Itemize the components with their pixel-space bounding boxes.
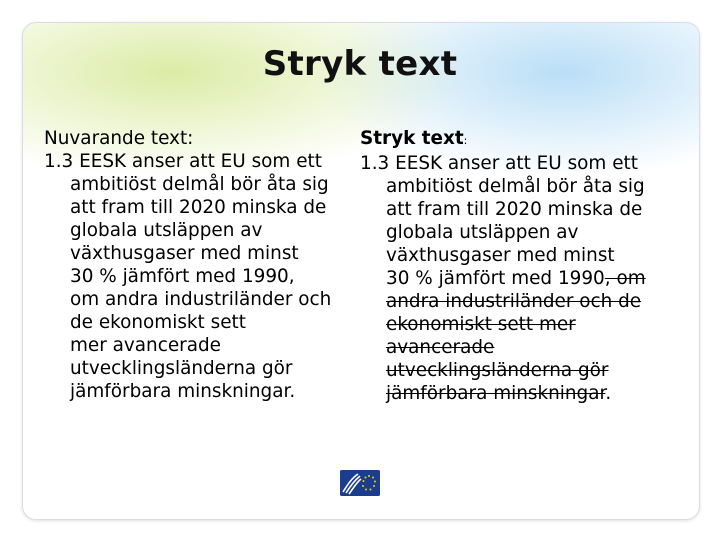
current-text-line: att fram till 2020 minska de — [70, 197, 327, 218]
current-text-line: utvecklingsländerna gör — [70, 358, 293, 379]
amended-heading-colon: : — [463, 134, 468, 147]
amended-text-line — [360, 290, 670, 313]
amended-text-line — [360, 313, 670, 336]
current-text-line: 30 % jämfört med 1990, — [70, 266, 295, 287]
amended-text-column — [360, 127, 670, 405]
amended-text-line — [360, 359, 670, 382]
amended-text-line: globala utsläppen av — [386, 222, 579, 243]
struck-text: utvecklingsländerna gör — [386, 360, 609, 381]
current-text-line: mer avancerade — [70, 335, 221, 356]
current-text-line: globala utsläppen av — [70, 220, 263, 241]
struck-text: , om — [604, 268, 646, 289]
current-text-line: jämförbara minskningar. — [70, 381, 296, 402]
amended-text-line: 1.3 EESK anser att EU som ett — [360, 153, 638, 174]
amended-text-line — [360, 382, 670, 405]
struck-text: jämförbara minskningar — [386, 383, 606, 404]
current-text-heading: Nuvarande text: — [44, 128, 194, 149]
current-text-line: växthusgaser med minst — [70, 243, 299, 264]
current-text-column — [44, 127, 354, 403]
slide-title: Stryk text — [262, 44, 458, 84]
amended-text-line — [360, 267, 670, 290]
kept-text: 30 % jämfört med 1990 — [386, 268, 605, 289]
amended-heading-main: Stryk text — [360, 128, 464, 149]
eesc-logo-icon — [340, 470, 380, 496]
current-text-line: om andra industriländer och — [70, 289, 332, 310]
amended-text-line — [360, 336, 670, 359]
amended-text-line: växthusgaser med minst — [386, 245, 615, 266]
current-text-line: ambitiöst delmål bör åta sig — [70, 174, 329, 195]
struck-text: ekonomiskt sett mer — [386, 314, 576, 335]
current-text-line: 1.3 EESK anser att EU som ett — [44, 151, 322, 172]
amended-text-line: att fram till 2020 minska de — [386, 199, 643, 220]
struck-text: avancerade — [386, 337, 495, 358]
amended-text-line: ambitiöst delmål bör åta sig — [386, 176, 645, 197]
end-period: . — [605, 383, 612, 404]
amended-text-heading — [360, 127, 670, 152]
current-text-line: de ekonomiskt sett — [70, 312, 246, 333]
struck-text: andra industriländer och de — [386, 291, 642, 312]
